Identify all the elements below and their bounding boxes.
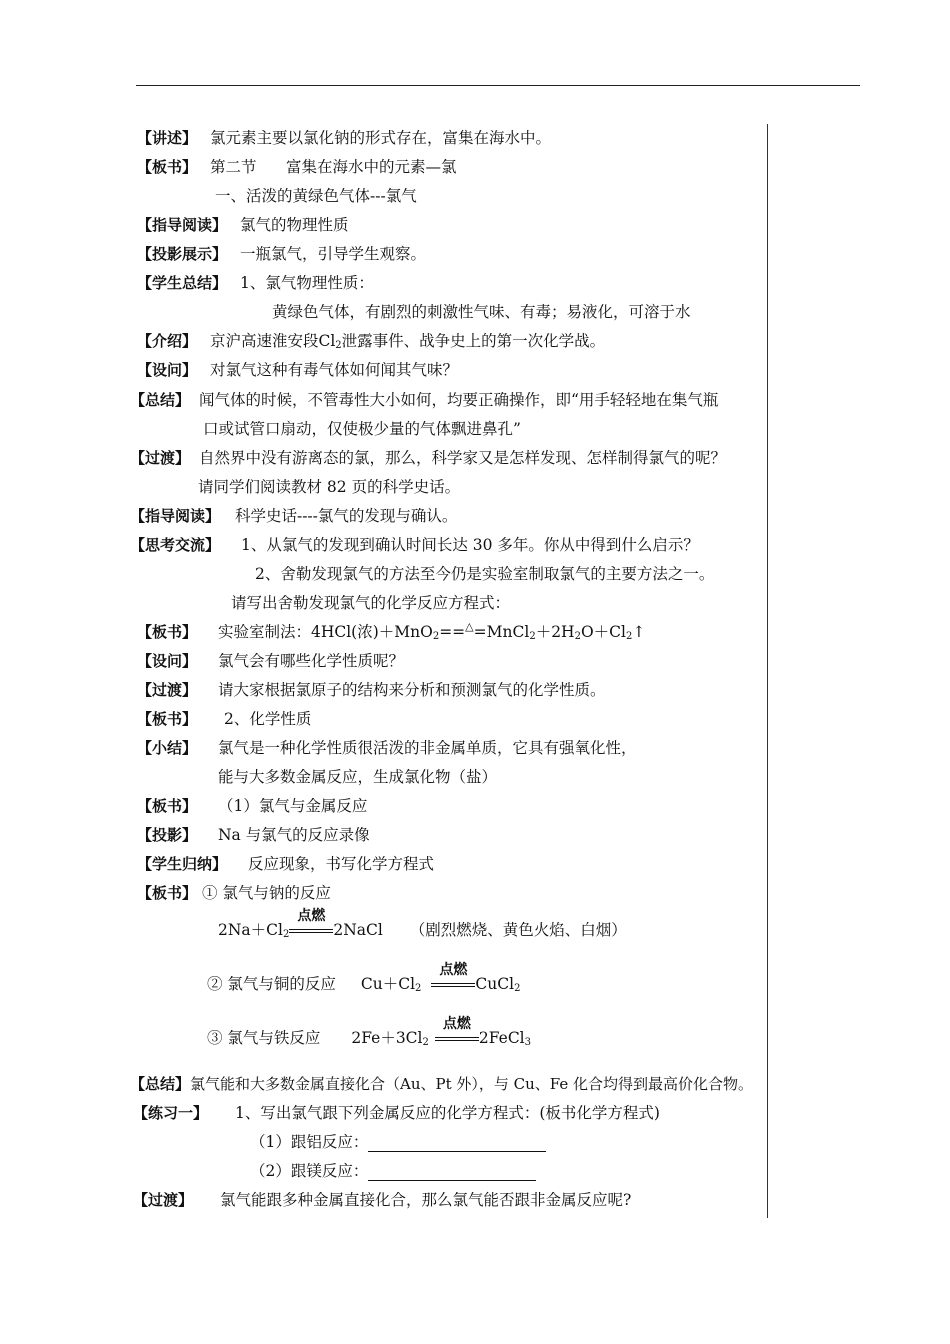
section-tag: 【小结】	[137, 739, 198, 757]
line-text: 自然界中没有游离态的氯，那么，科学家又是怎样发现、怎样制得氯气的呢？	[198, 449, 726, 467]
section-tag: 【板书】	[137, 797, 198, 815]
line-summary	[130, 390, 718, 410]
line-narration	[137, 128, 551, 148]
line-text: 氯气的物理性质	[239, 216, 349, 234]
section-tag: 【设问】	[137, 361, 198, 379]
line-text: 氯气能跟多种金属直接化合，那么氯气能否跟非金属反应呢?	[219, 1191, 632, 1209]
line-text: 反应现象，书写化学方程式	[247, 855, 434, 873]
line-question-2	[137, 651, 404, 671]
line-text: ① 氯气与钠的反应	[201, 884, 331, 902]
reaction-condition: 点燃	[289, 920, 333, 940]
line-exercise	[133, 1103, 660, 1123]
exercise-aluminum	[250, 1132, 546, 1152]
line-guided-reading-2	[130, 506, 457, 526]
margin-rule	[767, 124, 768, 1218]
line-transition	[130, 448, 726, 468]
line-discussion	[130, 535, 699, 555]
line-text: 一瓶氯气，引导学生观察。	[239, 245, 426, 263]
line-summary-cont: 口或试管口扇动，仅使极少量的气体飘进鼻孔”	[203, 420, 521, 438]
section-tag: 【过渡】	[130, 449, 191, 467]
line-text: 1、氯气物理性质：	[239, 274, 374, 292]
physical-properties: 黄绿色气体，有剧烈的刺激性气味、有毒；易液化，可溶于水	[272, 303, 691, 321]
line-text: 氯气是一种化学性质很活泼的非金属单质，它具有强氧化性，	[217, 739, 637, 757]
line-guided-reading	[137, 215, 348, 235]
line-text: 1、写出氯气跟下列金属反应的化学方程式：(板书化学方程式)	[234, 1104, 660, 1122]
section-tag: 【总结】	[130, 391, 191, 409]
section-tag: 【总结】	[130, 1075, 191, 1093]
line-text: 请大家根据氯原子的结构来分析和预测氯气的化学性质。	[217, 681, 606, 699]
exercise-magnesium	[250, 1161, 536, 1181]
line-text: 闻气体的时候，不管毒性大小如何，均要正确操作，即“用手轻轻地在集气瓶	[198, 391, 719, 409]
section-tag: 【投影】	[137, 826, 198, 844]
line-text: 1、从氯气的发现到确认时间长达 30 多年。你从中得到什么启示？	[240, 536, 699, 554]
section-tag: 【设问】	[137, 652, 198, 670]
line-summary-metals	[130, 1074, 753, 1094]
line-text: 科学史话----氯气的发现与确认。	[234, 507, 458, 525]
line-text: 京沪高速淮安段$Cl_2$泄露事件、战争史上的第一次化学战。	[209, 332, 606, 351]
section-tag: 【投影展示】	[137, 245, 228, 263]
section-tag: 【学生归纳】	[137, 855, 228, 873]
line-question	[137, 360, 458, 380]
section-tag: 【指导阅读】	[130, 507, 221, 525]
line-transition-2	[137, 680, 605, 700]
section-tag: 【指导阅读】	[137, 216, 228, 234]
line-text: 对氯气这种有毒气体如何闻其气味？	[209, 361, 458, 379]
answer-blank[interactable]	[368, 1164, 536, 1181]
line-conclusion	[137, 738, 636, 758]
section-tag: 【板书】	[137, 158, 198, 176]
section-tag: 【学生总结】	[137, 274, 228, 292]
line-board-chem	[137, 709, 311, 729]
line-board-sodium	[137, 883, 331, 903]
line-introduction	[137, 331, 605, 351]
discussion-prompt: 请写出舍勒发现氯气的化学反应方程式：	[231, 594, 511, 612]
reaction-condition: 点燃	[431, 974, 475, 994]
line-text: 2、化学性质	[223, 710, 312, 728]
discussion-item-2: 2、舍勒发现氯气的方法至今仍是实验室制取氯气的主要方法之一。	[255, 565, 715, 583]
line-student-induction	[137, 854, 434, 874]
section-tag: 【讲述】	[137, 129, 198, 147]
line-board-title	[137, 157, 457, 177]
line-video	[137, 825, 370, 845]
exercise-prompt: （2）跟镁反应：	[250, 1162, 369, 1180]
line-text: 氯气会有哪些化学性质呢？	[217, 652, 404, 670]
line-projection	[137, 244, 426, 264]
equation-label: ② 氯气与铜的反应	[207, 975, 336, 993]
line-text: （1）氯气与金属反应	[217, 797, 368, 815]
section-tag: 【过渡】	[137, 681, 198, 699]
section-tag: 【思考交流】	[130, 536, 221, 554]
reaction-condition: 点燃	[435, 1028, 479, 1048]
line-text: Na 与氯气的反应录像	[217, 826, 370, 844]
equation-iron: ③ 氯气与铁反应 $2Fe+3Cl_2$ 点燃 2FeCl$_3$	[207, 1016, 532, 1048]
exercise-prompt: （1）跟铝反应：	[250, 1133, 369, 1151]
section-tag: 【板书】	[137, 884, 198, 902]
line-student-summary	[137, 273, 374, 293]
line-conclusion-cont: 能与大多数金属反应，生成氯化物（盐）	[218, 768, 498, 786]
section-tag: 【板书】	[137, 710, 198, 728]
section-tag: 【板书】	[137, 623, 198, 641]
section-tag: 【介绍】	[137, 332, 198, 350]
lab-equation: 实验室制法：4HCl(浓)$+MnO_2==^\triangle=MnCl_2+2H_2O+Cl_2↑$	[217, 620, 646, 642]
line-board-metals	[137, 796, 367, 816]
line-text: 氯元素主要以氯化钠的形式存在，富集在海水中。	[209, 129, 551, 147]
section-tag: 【练习一】	[133, 1104, 209, 1122]
section-title: 第二节 富集在海水中的元素—氯	[209, 158, 457, 176]
line-transition-nonmetal	[133, 1190, 631, 1210]
section-tag: 【过渡】	[133, 1191, 194, 1209]
answer-blank[interactable]	[368, 1135, 546, 1152]
line-text: 氯气能和大多数金属直接化合（Au、Pt 外），与 Cu、Fe 化合均得到最高价化合物。	[190, 1075, 754, 1093]
subsection-title: 一、活泼的黄绿色气体---氯气	[215, 187, 417, 205]
equation-sodium: $2Na+Cl_2$ 点燃 2NaCl （剧烈燃烧、黄色火焰、白烟）	[218, 908, 627, 940]
reaction-note: （剧烈燃烧、黄色火焰、白烟）	[409, 921, 627, 939]
equation-label: ③ 氯气与铁反应	[207, 1029, 321, 1047]
line-transition-cont: 请同学们阅读教材 82 页的科学史话。	[198, 478, 461, 496]
line-lab-method	[137, 622, 645, 644]
equation-copper: ② 氯气与铜的反应 $Cu+Cl_2$ 点燃 CuCl$_2$	[207, 962, 521, 994]
header-rule	[136, 85, 860, 86]
